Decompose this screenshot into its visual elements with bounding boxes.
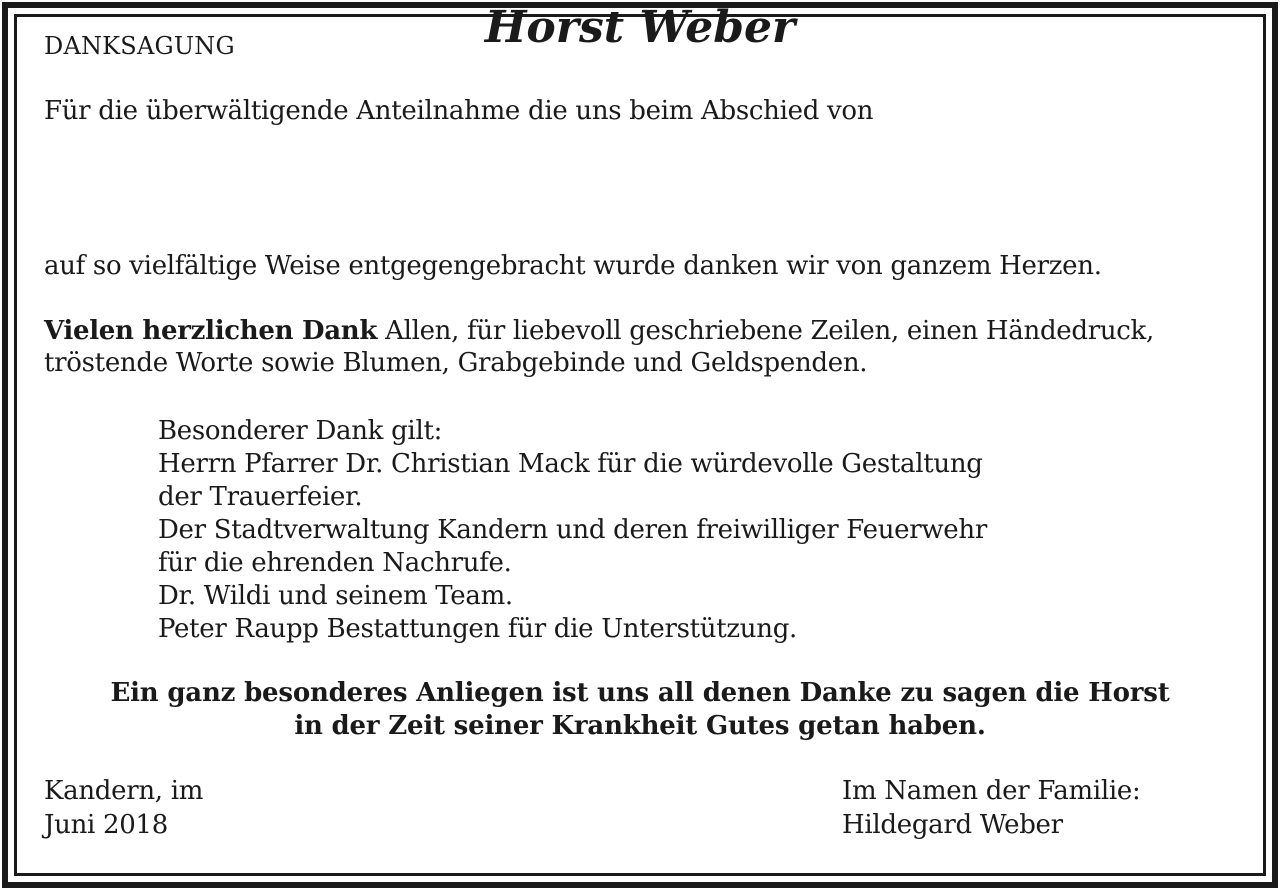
special-thanks-line: Peter Raupp Bestattungen für die Unterstützung. (158, 614, 797, 644)
place-date-line-1: Kandern, im (44, 776, 204, 806)
thanks-paragraph-line-2: tröstende Worte sowie Blumen, Grabgebinde und Geldspenden. (44, 348, 868, 378)
notice-heading: DANKSAGUNG (44, 32, 235, 60)
thanks-paragraph-line-1 (44, 315, 1154, 348)
special-thanks-line: Dr. Wildi und seinem Team. (158, 581, 513, 611)
special-thanks-line: für die ehrenden Nachrufe. (158, 548, 512, 578)
closing-line-2: in der Zeit seiner Krankheit Gutes getan haben. (294, 711, 986, 741)
special-thanks-block (158, 415, 987, 646)
special-thanks-line: Herrn Pfarrer Dr. Christian Mack für die würdevolle Gestaltung (158, 449, 983, 479)
thanks-bold: Vielen herzlichen Dank (44, 316, 378, 346)
signature-line-2: Hildegard Weber (842, 810, 1063, 840)
intro-text: Für die überwältigende Anteilnahme die uns beim Abschied von (44, 96, 874, 126)
special-thanks-line: der Trauerfeier. (158, 482, 363, 512)
special-thanks-line: Besonderer Dank gilt: (158, 416, 443, 446)
signature-line-1: Im Namen der Familie: (842, 776, 1141, 806)
closing-statement (44, 677, 1236, 743)
thanks-rest: Allen, für liebevoll geschriebene Zeilen, einen Händedruck, (377, 316, 1154, 346)
notice-body (44, 0, 1244, 890)
closing-line-1: Ein ganz besonderes Anliegen ist uns all denen Danke zu sagen die Horst (110, 678, 1170, 708)
deceased-name: Horst Weber (484, 2, 796, 53)
special-thanks-line: Der Stadtverwaltung Kandern und deren freiwilliger Feuerwehr (158, 515, 987, 545)
place-date-line-2: Juni 2018 (44, 810, 168, 840)
after-name-text: auf so vielfältige Weise entgegengebracht wurde danken wir von ganzem Herzen. (44, 251, 1102, 281)
